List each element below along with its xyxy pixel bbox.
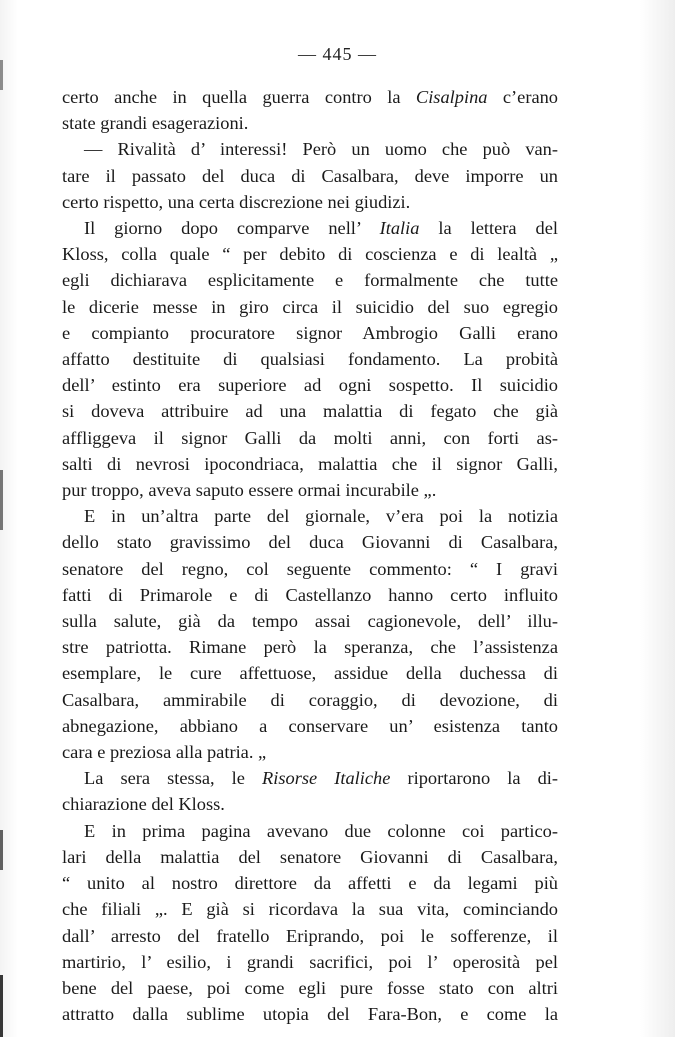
text-run: e compianto procuratore signor Ambrogio Galli erano	[62, 322, 558, 343]
text-run: affatto destituite di qualsiasi fondamento. La probità	[62, 349, 558, 370]
text-line	[62, 110, 558, 136]
text-line	[62, 923, 558, 949]
text-line	[62, 582, 558, 608]
text-line	[62, 425, 558, 451]
text-run: si doveva attribuire ad una malattia di fegato che già	[62, 401, 558, 422]
text-line	[62, 267, 558, 293]
binding-edge-mark	[0, 830, 3, 870]
text-run: cara e preziosa alla patria. „	[62, 742, 267, 763]
text-run: — Rivalità d’ interessi! Però un uomo che può van-	[84, 139, 558, 160]
text-line	[62, 660, 558, 686]
text-line	[62, 136, 558, 162]
italic-title: Italia	[379, 218, 420, 239]
text-run: stre patriotta. Rimane però la speranza, che l’assistenza	[62, 637, 558, 658]
text-line	[62, 1001, 558, 1027]
text-line	[62, 556, 558, 582]
text-line	[62, 189, 558, 215]
text-line	[62, 451, 558, 477]
text-run: dello stato gravissimo del duca Giovanni di Casalbara,	[62, 532, 558, 553]
text-line	[62, 477, 558, 503]
text-line	[62, 346, 558, 372]
text-line	[62, 529, 558, 555]
italic-title: Cisalpina	[415, 87, 488, 107]
text-run: dall’ arresto del fratello Eriprando, poi le sofferenze, il	[62, 925, 558, 946]
text-run: certo anche in quella guerra contro la	[62, 87, 416, 107]
text-run: c’erano	[487, 87, 558, 107]
body-text	[62, 84, 558, 1027]
text-line	[62, 294, 558, 320]
binding-edge-mark	[0, 975, 3, 1037]
text-line	[62, 896, 558, 922]
text-line	[62, 765, 558, 791]
text-line	[62, 870, 558, 896]
text-run: esemplare, le cure affettuose, assidue della duchessa di	[62, 663, 558, 684]
text-run: lari della malattia del senatore Giovanni di Casalbara,	[62, 846, 558, 867]
text-line	[62, 975, 558, 1001]
text-run: chiarazione del Kloss.	[62, 794, 225, 815]
text-run: bene del paese, poi come egli pure fosse stato con altri	[62, 977, 558, 998]
text-run: abnegazione, abbiano a conservare un’ esistenza tanto	[62, 715, 558, 736]
text-run: La sera stessa, le	[84, 768, 262, 789]
text-run: state grandi esagerazioni.	[62, 113, 249, 134]
text-line	[62, 503, 558, 529]
text-line	[62, 398, 558, 424]
text-run: “ unito al nostro direttore da affetti e da legami più	[62, 873, 558, 894]
text-line	[62, 949, 558, 975]
text-line	[62, 215, 558, 241]
text-run: certo rispetto, una certa discrezione nei giudizi.	[62, 191, 411, 212]
text-run: le dicerie messe in giro circa il suicidio del suo egregio	[62, 296, 558, 317]
text-line	[62, 818, 558, 844]
text-run: Il giorno dopo comparve nell’	[84, 218, 380, 239]
text-run: tare il passato del duca di Casalbara, deve imporre un	[62, 165, 558, 186]
text-line	[62, 163, 558, 189]
text-run: pur troppo, aveva saputo essere ormai incurabile „.	[62, 480, 437, 501]
text-run: Casalbara, ammirabile di coraggio, di devozione, di	[62, 689, 558, 710]
text-line	[62, 84, 558, 110]
text-run: attratto dalla sublime utopia del Fara-Bon, e come la	[62, 1004, 558, 1025]
text-run: salti di nevrosi ipocondriaca, malattia che il signor Galli,	[62, 453, 558, 474]
text-line	[62, 739, 558, 765]
text-run: egli dichiarava esplicitamente e formalmente che tutte	[62, 270, 558, 291]
text-line	[62, 791, 558, 817]
text-run: la lettera del	[419, 218, 558, 239]
text-line	[62, 687, 558, 713]
page-number: — 445 —	[298, 44, 377, 64]
italic-title: Risorse Italiche	[262, 768, 391, 789]
text-run: dell’ estinto era superiore ad ogni sospetto. Il suicidio	[62, 375, 558, 396]
text-run: sulla salute, già da tempo assai cagionevole, dell’ illu-	[62, 611, 558, 632]
text-line	[62, 241, 558, 267]
text-run: Kloss, colla quale “ per debito di coscienza e di lealtà „	[62, 244, 558, 265]
text-line	[62, 372, 558, 398]
text-run: fatti di Primarole e di Castellanzo hanno certo influito	[62, 584, 558, 605]
text-run: affliggeva il signor Galli da molti anni, con forti as-	[62, 427, 558, 448]
binding-edge-mark	[0, 470, 3, 530]
text-run: martirio, l’ esilio, i grandi sacrifici, poi l’ operosità pel	[62, 951, 558, 972]
text-line	[62, 634, 558, 660]
text-run: che filiali „. E già si ricordava la sua vita, cominciando	[62, 899, 558, 920]
text-line	[62, 713, 558, 739]
text-run: E in un’altra parte del giornale, v’era poi la notizia	[84, 506, 558, 527]
text-line	[62, 844, 558, 870]
text-line	[62, 320, 558, 346]
text-line	[62, 608, 558, 634]
text-run: E in prima pagina avevano due colonne coi partico-	[84, 820, 558, 841]
text-run: riportarono la di-	[390, 768, 558, 789]
text-run: senatore del regno, col seguente commento: “ I gravi	[62, 558, 558, 579]
